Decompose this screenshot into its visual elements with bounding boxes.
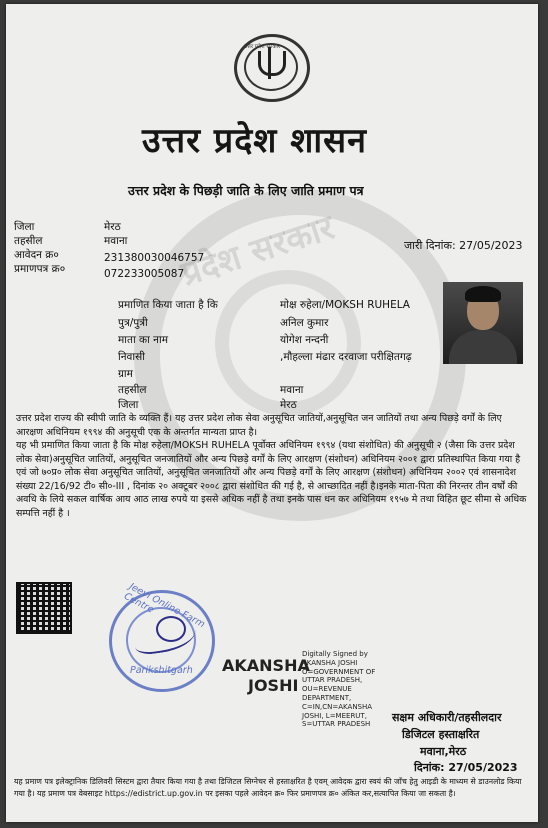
father-name: अनिल कुमार [280, 317, 329, 329]
certificate-page [6, 4, 538, 822]
page-title: उत्तर प्रदेश शासन [142, 121, 368, 161]
certify-label: प्रमाणित किया जाता है कि [118, 299, 218, 311]
qr-code [16, 582, 72, 634]
signatory-date: दिनांक: 27/05/2023 [414, 761, 518, 774]
issue-date: जारी दिनांक: 27/05/2023 [404, 239, 523, 252]
digital-signature-details [302, 650, 375, 729]
dsig-line: O=GOVERNMENT OF [302, 667, 376, 676]
district-label: जिला [14, 221, 35, 233]
signatory-designation: सक्षम अधिकारी/तहसीलदार [392, 711, 502, 724]
emblem-text: उत्तर प्रदेश सरकार [244, 44, 281, 50]
dsig-line: AKANSHA JOSHI [302, 658, 358, 667]
applicant-photo [443, 282, 523, 364]
stamp-text-bottom: Parikshitgarh [130, 665, 193, 676]
details-district-value: मेरठ [280, 399, 297, 411]
handwritten-signature-loop [156, 616, 186, 642]
stamp-text-top: Jeevi Online Farm Centre [122, 581, 207, 631]
certificate-body [16, 412, 531, 520]
watermark-text: प्रदेश सरकार [176, 207, 340, 295]
resident-value: ,मौहल्ला मंढार दरवाजा परीक्षितगढ़ [280, 351, 412, 363]
tehsil-label: तहसील [14, 235, 43, 247]
application-no-label: आवेदन क्र० [14, 249, 59, 261]
page-subtitle: उत्तर प्रदेश के पिछड़ी जाति के लिए जाति प्रमाण पत्र [128, 183, 364, 198]
dsig-line: C=IN,CN=AKANSHA [302, 702, 373, 711]
dsig-line: OU=REVENUE [302, 685, 352, 694]
dsig-line: Digitally Signed by [302, 650, 368, 658]
digital-signer-name-1: AKANSHA [222, 656, 310, 675]
certificate-no-label: प्रमाणपत्र क्र० [14, 263, 66, 275]
resident-label: निवासी [118, 351, 145, 363]
digital-signer-name-2: JOSHI [248, 676, 299, 695]
details-district-label: जिला [118, 399, 139, 411]
mother-name: योगेश नन्दनी [280, 334, 329, 346]
village-label: ग्राम [118, 368, 133, 380]
certificate-no-value: 072233005087 [104, 268, 185, 280]
dsig-line: UTTAR PRADESH, [302, 676, 363, 685]
district-value: मेरठ [104, 221, 121, 233]
applicant-name: मोक्ष रुहेला/MOKSH RUHELA [280, 299, 410, 311]
application-no-value: 231380030046757 [104, 252, 205, 264]
body-paragraph-2: यह भी प्रमाणित किया जाता है कि मोक्ष रुहेला/MOKSH RUHELA पूर्वोक्त अधिनियम १९९४ (यथा संशोधित) की अनुसूची २ (जैसा कि उत्तर प्रदेश लोक सेवा)अनुसूचित जातियों, अनुसूचित जनजातियों और अन्य पिछड़े वर्गों के लिए आरक्षण (संशोधन) अधिनियम २००१ द्वारा प्रतिस्थापित किया गया है एवं जो ७०प्र० लोक सेवा अनुसूचित जातियों, अनुसूचित जनजातियों और अन्य पिछड़े वर्गों के लिए आरक्षण (संशोधन) अधिनियम २००२ एवं शासनादेश संख्या 22/16/92 टी० सी०-III , दिनांक २० अक्टूबर २००८ द्वारा संशोधित की गई है, से आच्छादित नहीं है।इनके माता-पिता की निरन्तर तीन वर्षों की अवधि के लिये सकल वार्षिक आय आठ लाख रुपये या इससे अधिक नहीं है तथा इनके पास धन कर अधिनियम १९५७ मे तथा विहित छूट सीमा से अधिक सम्पत्ति नहीं है । [16, 440, 527, 519]
dsig-line: JOSHI, L=MEERUT, [302, 711, 367, 720]
signatory-place: मवाना,मेरठ [420, 745, 467, 758]
son-of-label: पुत्र/पुत्री [118, 317, 148, 329]
tehsil-value: मवाना [104, 235, 128, 247]
signatory-signature-label: डिजिटल हस्ताक्षरित [402, 728, 480, 741]
dsig-line: DEPARTMENT, [302, 693, 352, 702]
details-tehsil-label: तहसील [118, 384, 147, 396]
body-paragraph-1: उत्तर प्रदेश राज्य की स्वीपी जाति के व्यक्ति हैं। यह उत्तर प्रदेश लोक सेवा अनुसूचित जातियों,अनुसूचित जन जातियों तथा अन्य पिछड़े वर्गों के लिए आरक्षण अधिनियम १९९४ की अनुसूची एक के अन्तर्गत मान्यता प्राप्त है। [16, 413, 502, 438]
dsig-line: S=UTTAR PRADESH [302, 720, 371, 729]
footer-note: यह प्रमाण पत्र इलेक्ट्रानिक डिलिवरी सिस्टम द्वारा तैयार किया गया है तथा डिजिटल सिग्नेचर से हस्ताक्षरित है एवम् आवेदक द्वारा स्वयं की जाँच हेतु आइडी के माध्यम से डाउनलोड किया गया है। यह प्रमाण पत्र वेबसाइट https://edistrict.up.gov.in पर इसका पहले आवेदन क्र० फिर प्रमाणपत्र क्र० अंकित कर,सत्यापित किया जा सकता है। [14, 777, 522, 798]
mother-label: माता का नाम [118, 334, 168, 346]
details-tehsil-value: मवाना [280, 384, 304, 396]
